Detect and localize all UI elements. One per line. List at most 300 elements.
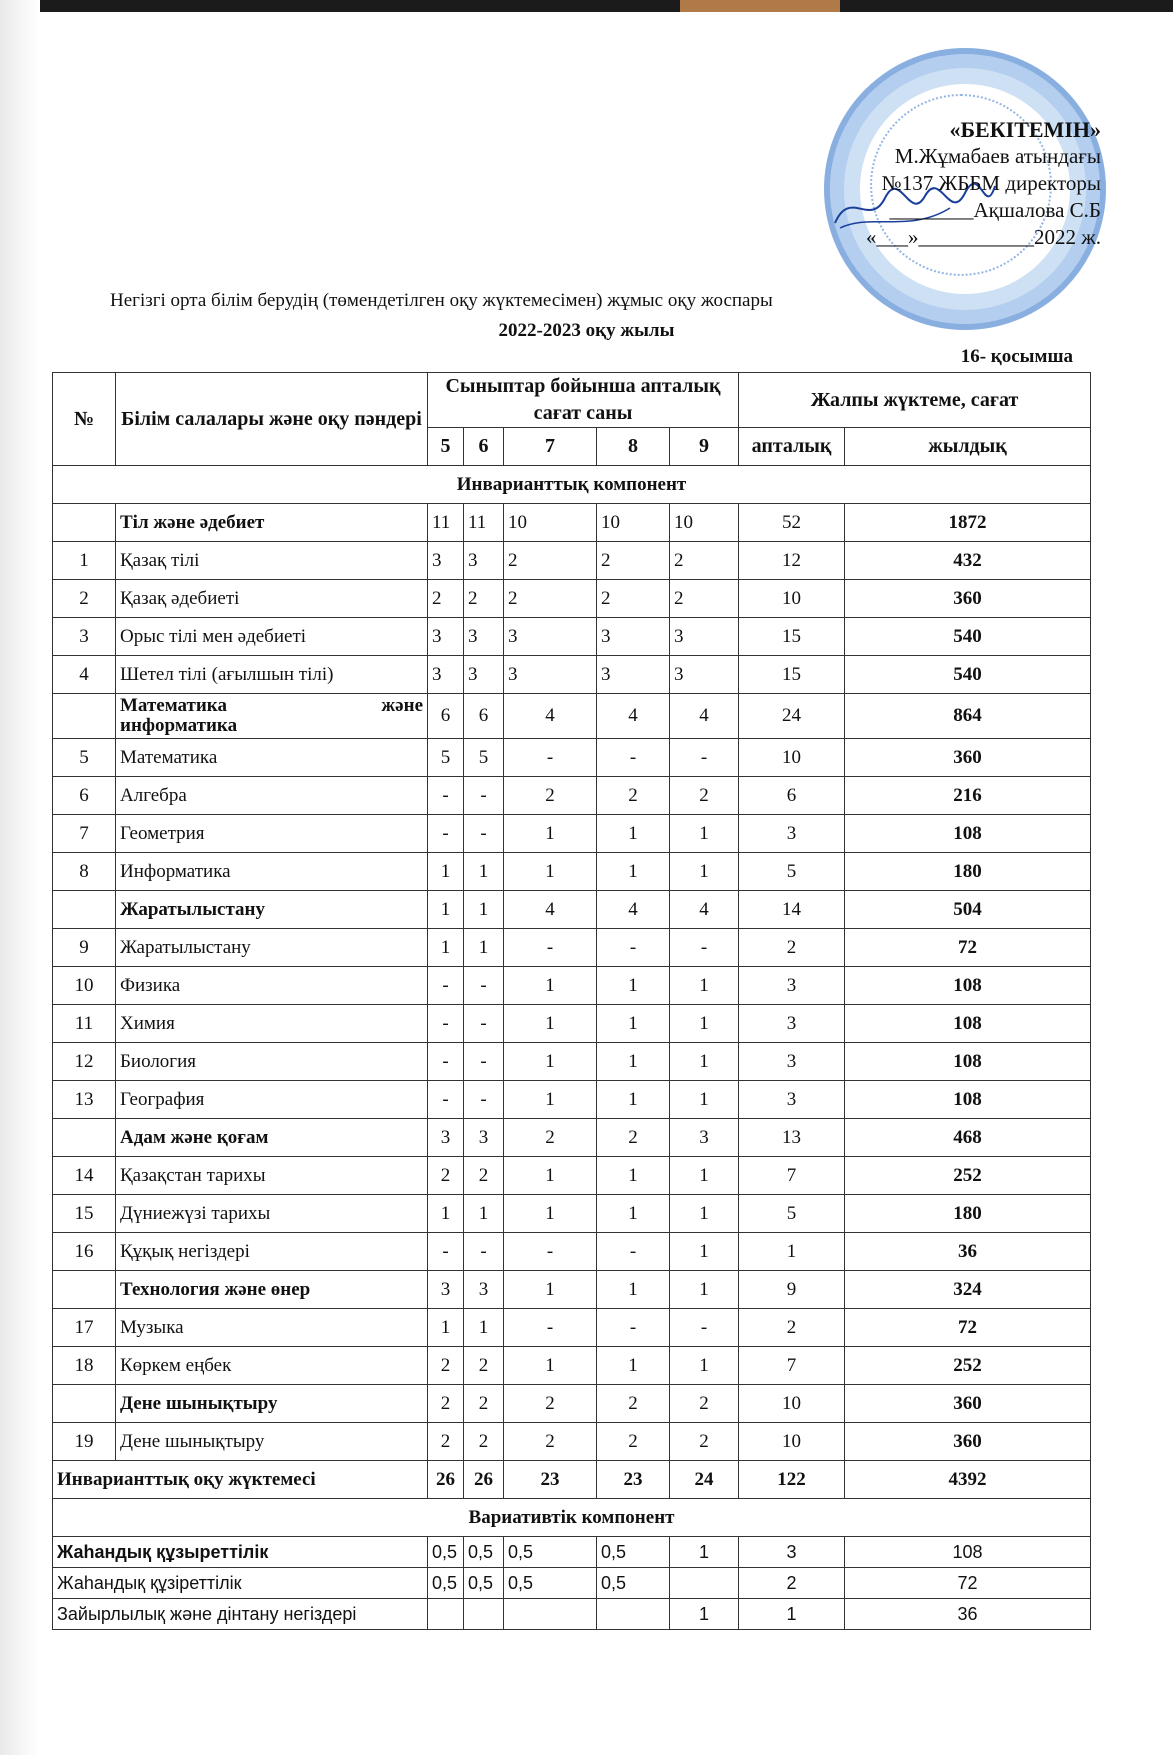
variative-grade-9 bbox=[670, 1568, 739, 1599]
row-number: 17 bbox=[53, 1309, 116, 1347]
grade-9-hours: 2 bbox=[670, 580, 739, 618]
table-row bbox=[53, 853, 1091, 891]
weekly-hours: 10 bbox=[739, 739, 845, 777]
yearly-hours: 252 bbox=[845, 1157, 1091, 1195]
grade-7-hours: 1 bbox=[504, 1271, 597, 1309]
table-row bbox=[53, 929, 1091, 967]
grade-7-hours: - bbox=[504, 739, 597, 777]
row-number bbox=[53, 891, 116, 929]
header-grade-5: 5 bbox=[428, 428, 464, 466]
row-number: 3 bbox=[53, 618, 116, 656]
grade-7-hours: 1 bbox=[504, 1195, 597, 1233]
row-subject: Адам және қоғам bbox=[116, 1119, 428, 1157]
table-row bbox=[53, 1309, 1091, 1347]
table-row bbox=[53, 1233, 1091, 1271]
row-subject: Дене шынықтыру bbox=[116, 1385, 428, 1423]
total-grade-9: 24 bbox=[670, 1461, 739, 1499]
row-subject: Тіл және әдебиет bbox=[116, 504, 428, 542]
table-row bbox=[53, 967, 1091, 1005]
weekly-hours: 10 bbox=[739, 1423, 845, 1461]
weekly-hours: 1 bbox=[739, 1233, 845, 1271]
variative-grade-8 bbox=[597, 1599, 670, 1630]
header-weekly-by-grade: Сыныптар бойынша апталық сағат саны bbox=[428, 373, 739, 428]
grade-7-hours: 1 bbox=[504, 1081, 597, 1119]
yearly-hours: 504 bbox=[845, 891, 1091, 929]
yearly-hours: 540 bbox=[845, 618, 1091, 656]
grade-6-hours: - bbox=[464, 1005, 504, 1043]
table-row bbox=[53, 618, 1091, 656]
row-subject: Қазақ әдебиеті bbox=[116, 580, 428, 618]
row-number: 19 bbox=[53, 1423, 116, 1461]
grade-6-hours: 6 bbox=[464, 694, 504, 739]
row-subject: Технология және өнер bbox=[116, 1271, 428, 1309]
variative-row bbox=[53, 1537, 1091, 1568]
yearly-hours: 252 bbox=[845, 1347, 1091, 1385]
table-row bbox=[53, 542, 1091, 580]
variative-grade-7: 0,5 bbox=[504, 1537, 597, 1568]
row-number bbox=[53, 1271, 116, 1309]
grade-5-hours: - bbox=[428, 777, 464, 815]
table-row bbox=[53, 656, 1091, 694]
row-subject: Информатика bbox=[116, 853, 428, 891]
row-number: 12 bbox=[53, 1043, 116, 1081]
grade-6-hours: 2 bbox=[464, 580, 504, 618]
weekly-hours: 3 bbox=[739, 967, 845, 1005]
grade-9-hours: 3 bbox=[670, 656, 739, 694]
grade-7-hours: 2 bbox=[504, 1423, 597, 1461]
grade-7-hours: 4 bbox=[504, 891, 597, 929]
table-row bbox=[53, 1081, 1091, 1119]
approval-heading: «БЕКІТЕМІН» bbox=[949, 117, 1101, 142]
variative-grade-7: 0,5 bbox=[504, 1568, 597, 1599]
grade-5-hours: - bbox=[428, 1233, 464, 1271]
grade-8-hours: 3 bbox=[597, 618, 670, 656]
grade-5-hours: 3 bbox=[428, 656, 464, 694]
variative-weekly: 2 bbox=[739, 1568, 845, 1599]
invariant-total-row bbox=[53, 1461, 1091, 1499]
row-number: 8 bbox=[53, 853, 116, 891]
header-grade-6: 6 bbox=[464, 428, 504, 466]
total-grade-7: 23 bbox=[504, 1461, 597, 1499]
grade-8-hours: 1 bbox=[597, 853, 670, 891]
section-variative: Вариативтік компонент bbox=[53, 1499, 1091, 1537]
grade-5-hours: 1 bbox=[428, 853, 464, 891]
yearly-hours: 324 bbox=[845, 1271, 1091, 1309]
variative-yearly: 108 bbox=[845, 1537, 1091, 1568]
total-grade-6: 26 bbox=[464, 1461, 504, 1499]
grade-5-hours: 11 bbox=[428, 504, 464, 542]
yearly-hours: 540 bbox=[845, 656, 1091, 694]
grade-7-hours: 2 bbox=[504, 777, 597, 815]
header-grade-8: 8 bbox=[597, 428, 670, 466]
grade-7-hours: 1 bbox=[504, 1157, 597, 1195]
row-subject: География bbox=[116, 1081, 428, 1119]
yearly-hours: 360 bbox=[845, 1423, 1091, 1461]
table-row bbox=[53, 1157, 1091, 1195]
grade-5-hours: 3 bbox=[428, 618, 464, 656]
weekly-hours: 14 bbox=[739, 891, 845, 929]
total-label: Инварианттық оқу жүктемесі bbox=[53, 1461, 428, 1499]
grade-5-hours: 1 bbox=[428, 1195, 464, 1233]
total-grade-8: 23 bbox=[597, 1461, 670, 1499]
grade-7-hours: 3 bbox=[504, 618, 597, 656]
grade-7-hours: 4 bbox=[504, 694, 597, 739]
grade-7-hours: 2 bbox=[504, 542, 597, 580]
weekly-hours: 9 bbox=[739, 1271, 845, 1309]
header-weekly: апталық bbox=[739, 428, 845, 466]
section-invariant: Инварианттық компонент bbox=[53, 466, 1091, 504]
grade-6-hours: 3 bbox=[464, 1271, 504, 1309]
grade-9-hours: 1 bbox=[670, 1195, 739, 1233]
grade-6-hours: 2 bbox=[464, 1385, 504, 1423]
row-subject bbox=[116, 694, 428, 739]
variative-grade-8: 0,5 bbox=[597, 1568, 670, 1599]
grade-6-hours: 1 bbox=[464, 1309, 504, 1347]
yearly-hours: 108 bbox=[845, 1005, 1091, 1043]
grade-7-hours: 1 bbox=[504, 1005, 597, 1043]
subject-part: және bbox=[381, 695, 423, 716]
approval-line-date: «___»___________2022 ж. bbox=[865, 225, 1101, 249]
yearly-hours: 72 bbox=[845, 929, 1091, 967]
grade-6-hours: 2 bbox=[464, 1347, 504, 1385]
weekly-hours: 3 bbox=[739, 1043, 845, 1081]
row-subject: Биология bbox=[116, 1043, 428, 1081]
variative-label: Жаһандық құзыреттілік bbox=[53, 1537, 428, 1568]
grade-5-hours: 1 bbox=[428, 1309, 464, 1347]
row-number: 18 bbox=[53, 1347, 116, 1385]
grade-5-hours: 3 bbox=[428, 542, 464, 580]
grade-7-hours: 1 bbox=[504, 815, 597, 853]
document-title: Негізгі орта білім берудің (төмендетілген оқу жүктемесімен) жұмыс оқу жоспары bbox=[110, 290, 773, 311]
grade-7-hours: 2 bbox=[504, 1119, 597, 1157]
yearly-hours: 360 bbox=[845, 1385, 1091, 1423]
yearly-hours: 360 bbox=[845, 739, 1091, 777]
grade-9-hours: 1 bbox=[670, 1043, 739, 1081]
document-subtitle: 2022-2023 оқу жылы bbox=[498, 320, 675, 341]
grade-9-hours: 3 bbox=[670, 618, 739, 656]
grade-7-hours: 1 bbox=[504, 1043, 597, 1081]
grade-9-hours: - bbox=[670, 739, 739, 777]
grade-5-hours: - bbox=[428, 967, 464, 1005]
grade-9-hours: 1 bbox=[670, 815, 739, 853]
row-number: 16 bbox=[53, 1233, 116, 1271]
grade-5-hours: 3 bbox=[428, 1119, 464, 1157]
row-number: 15 bbox=[53, 1195, 116, 1233]
row-number bbox=[53, 1385, 116, 1423]
table-group-row bbox=[53, 504, 1091, 542]
subject-part: Математика bbox=[120, 695, 227, 716]
weekly-hours: 7 bbox=[739, 1157, 845, 1195]
grade-9-hours: 1 bbox=[670, 853, 739, 891]
subject-part: информатика bbox=[120, 715, 238, 736]
grade-9-hours: 1 bbox=[670, 1271, 739, 1309]
weekly-hours: 15 bbox=[739, 618, 845, 656]
table-row bbox=[53, 1347, 1091, 1385]
grade-8-hours: 2 bbox=[597, 777, 670, 815]
grade-8-hours: 2 bbox=[597, 1423, 670, 1461]
grade-8-hours: 1 bbox=[597, 1271, 670, 1309]
variative-grade-6 bbox=[464, 1599, 504, 1630]
grade-6-hours: 3 bbox=[464, 1119, 504, 1157]
grade-6-hours: 1 bbox=[464, 853, 504, 891]
grade-7-hours: 1 bbox=[504, 853, 597, 891]
grade-8-hours: 2 bbox=[597, 1119, 670, 1157]
yearly-hours: 108 bbox=[845, 1081, 1091, 1119]
approval-line-school: М.Жұмабаев атындағы bbox=[894, 144, 1101, 168]
row-number: 11 bbox=[53, 1005, 116, 1043]
row-subject: Қазақ тілі bbox=[116, 542, 428, 580]
grade-6-hours: 1 bbox=[464, 1195, 504, 1233]
grade-7-hours: 1 bbox=[504, 967, 597, 1005]
table-group-row bbox=[53, 1119, 1091, 1157]
grade-8-hours: 2 bbox=[597, 580, 670, 618]
table-row bbox=[53, 1423, 1091, 1461]
grade-6-hours: 2 bbox=[464, 1423, 504, 1461]
row-number: 1 bbox=[53, 542, 116, 580]
total-grade-5: 26 bbox=[428, 1461, 464, 1499]
grade-8-hours: 1 bbox=[597, 815, 670, 853]
grade-8-hours: 1 bbox=[597, 1043, 670, 1081]
paper-edge-shadow bbox=[0, 0, 40, 1755]
weekly-hours: 7 bbox=[739, 1347, 845, 1385]
variative-label: Жаһандық құзіреттілік bbox=[53, 1568, 428, 1599]
table-group-row bbox=[53, 891, 1091, 929]
row-number: 2 bbox=[53, 580, 116, 618]
grade-6-hours: - bbox=[464, 1233, 504, 1271]
row-subject: Дүниежүзі тарихы bbox=[116, 1195, 428, 1233]
grade-9-hours: 2 bbox=[670, 542, 739, 580]
grade-7-hours: 10 bbox=[504, 504, 597, 542]
header-yearly: жылдық bbox=[845, 428, 1091, 466]
grade-8-hours: 1 bbox=[597, 1157, 670, 1195]
header-total-load: Жалпы жүктеме, сағат bbox=[739, 373, 1091, 428]
grade-8-hours: 1 bbox=[597, 1005, 670, 1043]
annex-label: 16- қосымша bbox=[960, 346, 1073, 367]
grade-5-hours: 5 bbox=[428, 739, 464, 777]
grade-6-hours: 2 bbox=[464, 1157, 504, 1195]
row-number: 4 bbox=[53, 656, 116, 694]
variative-grade-5: 0,5 bbox=[428, 1568, 464, 1599]
variative-grade-8: 0,5 bbox=[597, 1537, 670, 1568]
weekly-hours: 3 bbox=[739, 815, 845, 853]
grade-5-hours: 6 bbox=[428, 694, 464, 739]
grade-6-hours: - bbox=[464, 777, 504, 815]
table-row bbox=[53, 739, 1091, 777]
grade-5-hours: 1 bbox=[428, 891, 464, 929]
grade-7-hours: 1 bbox=[504, 1347, 597, 1385]
grade-5-hours: - bbox=[428, 1081, 464, 1119]
table-group-row bbox=[53, 1385, 1091, 1423]
weekly-hours: 2 bbox=[739, 1309, 845, 1347]
grade-8-hours: 4 bbox=[597, 891, 670, 929]
grade-5-hours: 2 bbox=[428, 1157, 464, 1195]
approval-line-position: №137 ЖББМ директоры bbox=[881, 171, 1101, 195]
yearly-hours: 108 bbox=[845, 815, 1091, 853]
grade-6-hours: - bbox=[464, 967, 504, 1005]
yearly-hours: 468 bbox=[845, 1119, 1091, 1157]
row-number: 9 bbox=[53, 929, 116, 967]
variative-row bbox=[53, 1568, 1091, 1599]
weekly-hours: 3 bbox=[739, 1005, 845, 1043]
grade-9-hours: 1 bbox=[670, 1005, 739, 1043]
grade-9-hours: 2 bbox=[670, 1423, 739, 1461]
weekly-hours: 3 bbox=[739, 1081, 845, 1119]
row-subject: Математика bbox=[116, 739, 428, 777]
weekly-hours: 12 bbox=[739, 542, 845, 580]
grade-9-hours: 1 bbox=[670, 1347, 739, 1385]
row-subject: Геометрия bbox=[116, 815, 428, 853]
weekly-hours: 5 bbox=[739, 1195, 845, 1233]
grade-7-hours: - bbox=[504, 929, 597, 967]
row-number: 14 bbox=[53, 1157, 116, 1195]
grade-9-hours: 4 bbox=[670, 694, 739, 739]
row-subject: Физика bbox=[116, 967, 428, 1005]
grade-8-hours: 4 bbox=[597, 694, 670, 739]
row-number bbox=[53, 1119, 116, 1157]
grade-9-hours: 2 bbox=[670, 777, 739, 815]
header-grade-9: 9 bbox=[670, 428, 739, 466]
yearly-hours: 864 bbox=[845, 694, 1091, 739]
grade-5-hours: 2 bbox=[428, 1385, 464, 1423]
row-subject: Алгебра bbox=[116, 777, 428, 815]
grade-6-hours: 1 bbox=[464, 891, 504, 929]
yearly-hours: 1872 bbox=[845, 504, 1091, 542]
row-subject: Дене шынықтыру bbox=[116, 1423, 428, 1461]
grade-8-hours: 1 bbox=[597, 967, 670, 1005]
grade-6-hours: 3 bbox=[464, 542, 504, 580]
grade-9-hours: 4 bbox=[670, 891, 739, 929]
yearly-hours: 108 bbox=[845, 1043, 1091, 1081]
grade-8-hours: 2 bbox=[597, 542, 670, 580]
grade-8-hours: - bbox=[597, 929, 670, 967]
variative-weekly: 3 bbox=[739, 1537, 845, 1568]
variative-grade-6: 0,5 bbox=[464, 1537, 504, 1568]
total-weekly: 122 bbox=[739, 1461, 845, 1499]
yearly-hours: 216 bbox=[845, 777, 1091, 815]
grade-9-hours: - bbox=[670, 929, 739, 967]
variative-grade-9: 1 bbox=[670, 1537, 739, 1568]
curriculum-table bbox=[52, 372, 1091, 1630]
grade-5-hours: - bbox=[428, 815, 464, 853]
yearly-hours: 432 bbox=[845, 542, 1091, 580]
yearly-hours: 180 bbox=[845, 1195, 1091, 1233]
row-number bbox=[53, 694, 116, 739]
grade-5-hours: 3 bbox=[428, 1271, 464, 1309]
grade-9-hours: - bbox=[670, 1309, 739, 1347]
grade-5-hours: 2 bbox=[428, 580, 464, 618]
grade-9-hours: 1 bbox=[670, 1081, 739, 1119]
variative-grade-6: 0,5 bbox=[464, 1568, 504, 1599]
grade-9-hours: 2 bbox=[670, 1385, 739, 1423]
table-row bbox=[53, 1195, 1091, 1233]
row-number bbox=[53, 504, 116, 542]
grade-7-hours: 2 bbox=[504, 1385, 597, 1423]
row-number: 6 bbox=[53, 777, 116, 815]
grade-9-hours: 3 bbox=[670, 1119, 739, 1157]
header-subject: Білім салалары және оқу пәндері bbox=[116, 373, 428, 466]
total-yearly: 4392 bbox=[845, 1461, 1091, 1499]
weekly-hours: 5 bbox=[739, 853, 845, 891]
row-subject: Қазақстан тарихы bbox=[116, 1157, 428, 1195]
grade-8-hours: 1 bbox=[597, 1081, 670, 1119]
table-row bbox=[53, 1005, 1091, 1043]
row-subject: Жаратылыстану bbox=[116, 929, 428, 967]
yearly-hours: 360 bbox=[845, 580, 1091, 618]
grade-6-hours: - bbox=[464, 1043, 504, 1081]
row-subject: Көркем еңбек bbox=[116, 1347, 428, 1385]
grade-5-hours: - bbox=[428, 1043, 464, 1081]
variative-row bbox=[53, 1599, 1091, 1630]
variative-grade-7 bbox=[504, 1599, 597, 1630]
table-row bbox=[53, 815, 1091, 853]
grade-8-hours: 3 bbox=[597, 656, 670, 694]
grade-8-hours: 1 bbox=[597, 1347, 670, 1385]
variative-weekly: 1 bbox=[739, 1599, 845, 1630]
weekly-hours: 6 bbox=[739, 777, 845, 815]
weekly-hours: 24 bbox=[739, 694, 845, 739]
yearly-hours: 108 bbox=[845, 967, 1091, 1005]
weekly-hours: 52 bbox=[739, 504, 845, 542]
grade-9-hours: 10 bbox=[670, 504, 739, 542]
grade-8-hours: - bbox=[597, 739, 670, 777]
variative-yearly: 36 bbox=[845, 1599, 1091, 1630]
approval-line-name: ________Ақшалова С.Б bbox=[889, 198, 1101, 222]
table-row bbox=[53, 1043, 1091, 1081]
table-group-row bbox=[53, 694, 1091, 739]
weekly-hours: 10 bbox=[739, 580, 845, 618]
row-subject: Музыка bbox=[116, 1309, 428, 1347]
grade-8-hours: - bbox=[597, 1309, 670, 1347]
weekly-hours: 15 bbox=[739, 656, 845, 694]
grade-8-hours: 1 bbox=[597, 1195, 670, 1233]
header-grade-7: 7 bbox=[504, 428, 597, 466]
grade-6-hours: - bbox=[464, 815, 504, 853]
grade-5-hours: 2 bbox=[428, 1423, 464, 1461]
row-subject: Шетел тілі (ағылшын тілі) bbox=[116, 656, 428, 694]
variative-grade-9: 1 bbox=[670, 1599, 739, 1630]
grade-6-hours: 3 bbox=[464, 656, 504, 694]
grade-6-hours: - bbox=[464, 1081, 504, 1119]
grade-5-hours: 1 bbox=[428, 929, 464, 967]
yearly-hours: 180 bbox=[845, 853, 1091, 891]
grade-7-hours: 2 bbox=[504, 580, 597, 618]
grade-6-hours: 3 bbox=[464, 618, 504, 656]
yearly-hours: 72 bbox=[845, 1309, 1091, 1347]
grade-6-hours: 5 bbox=[464, 739, 504, 777]
weekly-hours: 13 bbox=[739, 1119, 845, 1157]
grade-7-hours: 3 bbox=[504, 656, 597, 694]
table-row bbox=[53, 777, 1091, 815]
grade-5-hours: 2 bbox=[428, 1347, 464, 1385]
table-row bbox=[53, 580, 1091, 618]
row-number: 7 bbox=[53, 815, 116, 853]
weekly-hours: 2 bbox=[739, 929, 845, 967]
weekly-hours: 10 bbox=[739, 1385, 845, 1423]
grade-5-hours: - bbox=[428, 1005, 464, 1043]
row-number: 5 bbox=[53, 739, 116, 777]
variative-yearly: 72 bbox=[845, 1568, 1091, 1599]
variative-grade-5: 0,5 bbox=[428, 1537, 464, 1568]
table-group-row bbox=[53, 1271, 1091, 1309]
header-num: № bbox=[53, 373, 116, 466]
photo-background-strip bbox=[0, 0, 1173, 12]
row-number: 10 bbox=[53, 967, 116, 1005]
row-subject: Құқық негіздері bbox=[116, 1233, 428, 1271]
yearly-hours: 36 bbox=[845, 1233, 1091, 1271]
grade-7-hours: - bbox=[504, 1309, 597, 1347]
row-subject: Орыс тілі мен әдебиеті bbox=[116, 618, 428, 656]
grade-8-hours: - bbox=[597, 1233, 670, 1271]
